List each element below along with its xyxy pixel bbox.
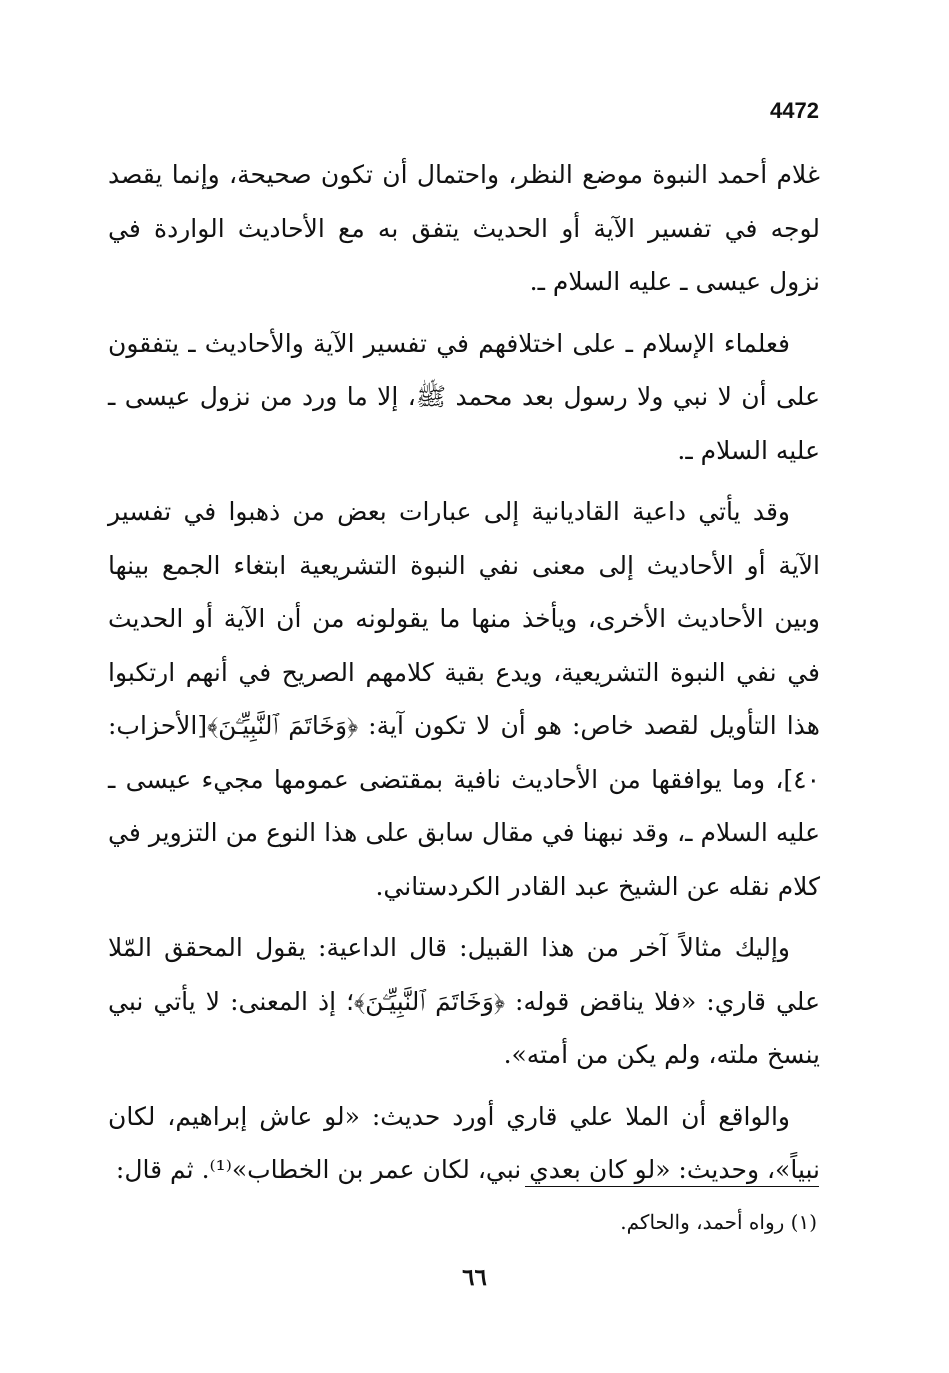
page-number: ٦٦ — [462, 1264, 487, 1291]
body-text — [108, 148, 820, 1205]
footnote-divider — [525, 1186, 819, 1187]
paragraph-2: فعلماء الإسلام ـ على اختلافهم في تفسير الآية والأحاديث ـ يتفقون على أن لا نبي ولا رسول بعد محمد ﷺ، إلا ما ورد من نزول عيسى ـ عليه السلام ـ. — [108, 328, 820, 465]
paragraph-5: والواقع أن الملا علي قاري أورد حديث: «لو عاش إبراهيم، لكان نبياً»، وحديث: «لو كان بعدي نبي، لكان عمر بن الخطاب»⁽¹⁾. ثم قال: — [108, 1101, 820, 1184]
paragraph-1: غلام أحمد النبوة موضع النظر، واحتمال أن تكون صحيحة، وإنما يقصد لوجه في تفسير الآية أو الحديث يتفق به مع الأحاديث الواردة في نزول عيسى ـ عليه السلام ـ. — [108, 160, 820, 296]
page-id: 4472 — [770, 98, 819, 123]
footnote: (١) رواه أحمد، والحاكم. — [620, 1210, 817, 1234]
paragraph-4: وإليك مثالاً آخر من هذا القبيل: قال الداعية: يقول المحقق المّلا علي قاري: «فلا يناقض قوله: ﴿وَخَاتَمَ ٱلنَّبِيِّـۧنَ﴾؛ إذ المعنى: لا يأتي نبي ينسخ ملته، ولم يكن من أمته». — [108, 933, 820, 1069]
paragraph-3: وقد يأتي داعية القاديانية إلى عبارات بعض من ذهبوا في تفسير الآية أو الأحاديث إلى معنى نفي النبوة التشريعية ابتغاء الجمع بينها وبين الأحاديث الأخرى، ويأخذ منها ما يقولونه من أن الآية أو الحديث في نفي النبوة التشريعية، ويدع بقية كلامهم الصريح في أنهم ارتكبوا هذا التأويل لقصد خاص: هو أن لا تكون آية: ﴿وَخَاتَمَ ٱلنَّبِيِّـۧنَ﴾[الأحزاب: ٤٠]، وما يوافقها من الأحاديث نافية بمقتضى عمومها مجيء عيسى ـ عليه السلام ـ، وقد نبهنا في مقال سابق على هذا النوع من التزوير في كلام نقله عن الشيخ عبد القادر الكردستاني. — [108, 497, 820, 901]
